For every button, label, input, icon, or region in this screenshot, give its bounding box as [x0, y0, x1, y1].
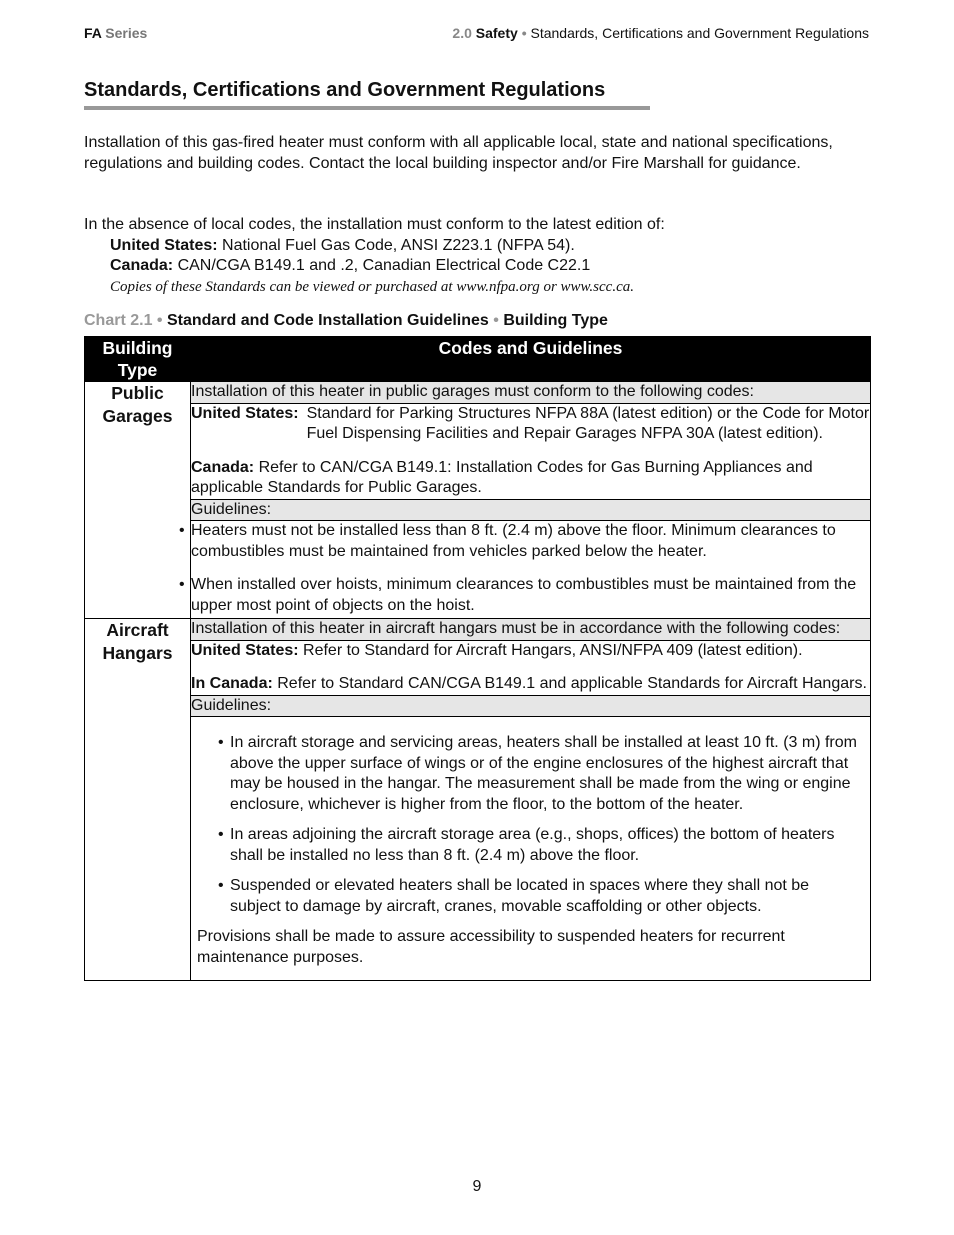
absence-ca-text: CAN/CGA B149.1 and .2, Canadian Electrical Code C22.1 — [173, 257, 591, 274]
chart-bullet-1: • — [156, 312, 163, 329]
section-name: Safety — [475, 25, 518, 41]
series-word: Series — [105, 25, 148, 41]
chart-bullet-2: • — [493, 312, 499, 329]
list-item: • When installed over hoists, minimum clearances to combustibles must be maintained from the upper most point of objects on the hoist. — [179, 576, 857, 614]
garages-canada — [191, 458, 870, 499]
hangars-bullet-1: In aircraft storage and servicing areas, heaters shall be installed at least 10 ft. (3 m) from above the upper surface of wings or of the engine enclosures of the highest aircraft that may be housed in the hangar. The measurement shall be made from the wing or engine enclosure, whichever is higher from the floor, to the bottom of the heater. — [230, 734, 857, 813]
chart-caption — [84, 312, 608, 330]
list-item: • In areas adjoining the aircraft storage area (e.g., shops, offices) the bottom of heaters shall be installed no less than 8 ft. (2.4 m) above the floor. — [218, 826, 835, 864]
list-item: • In aircraft storage and servicing areas, heaters shall be installed at least 10 ft. (3 m) from above the upper surface of wings or of the engine enclosures of the highest aircraft that may be housed in the hangar. The measurement shall be made from the wing or engine enclosure, whichever is higher from the floor, to the bottom of the heater. — [218, 734, 857, 813]
absence-us-label: United States: — [110, 236, 218, 254]
hangars-bullet-2: In areas adjoining the aircraft storage area (e.g., shops, offices) the bottom of heaters shall be installed no less than 8 ft. (2.4 m) above the floor. — [230, 826, 835, 864]
hangars-ca-label: In Canada: — [191, 675, 273, 692]
absence-ca-label: Canada: — [110, 257, 174, 274]
hangars-intro: Installation of this heater in aircraft hangars must be in accordance with the following codes: — [191, 619, 871, 641]
guidelines-table — [84, 336, 871, 981]
absence-canada — [84, 256, 874, 277]
page-number: 9 — [472, 1178, 482, 1195]
hangars-us-text: Refer to Standard for Aircraft Hangars, ANSI/NFPA 409 (latest edition). — [298, 641, 803, 659]
hangars-us-label: United States: — [191, 641, 299, 659]
page-title: Standards, Certifications and Government Regulations — [84, 79, 650, 110]
header-bullet: • — [521, 25, 527, 41]
garages-us-label: United States: — [191, 404, 299, 422]
absence-lead: In the absence of local codes, the installation must conform to the latest edition of: — [84, 216, 665, 233]
running-header-section — [452, 25, 869, 41]
hangars-bullet-3: Suspended or elevated heaters shall be located in spaces where they shall not be subject to damage by aircraft, cranes, movable scaffolding or other objects. — [230, 877, 810, 915]
copies-note: Copies of these Standards can be viewed or purchased at www.nfpa.org or www.scc.ca. — [110, 278, 634, 295]
chart-number: Chart 2.1 — [84, 312, 153, 329]
intro-paragraph: Installation of this gas-fired heater must conform with all applicable local, state and national specifications, regulations and building codes. Contact the local building inspector and/or Fire Marshall for guidance. — [84, 134, 833, 172]
garages-ca-label: Canada: — [191, 458, 255, 476]
absence-us-text: National Fuel Gas Code, ANSI Z223.1 (NFPA 54). — [217, 236, 575, 254]
hangars-guidelines — [191, 717, 871, 981]
section-topic: Standards, Certifications and Government Regulations — [530, 25, 869, 41]
garages-us — [191, 404, 870, 445]
running-header-series — [84, 25, 147, 41]
garages-codes — [191, 403, 871, 499]
chart-name: Standard and Code Installation Guidelines — [166, 312, 489, 329]
hangars-canada — [191, 674, 870, 695]
garages-ca-text: Refer to CAN/CGA B149.1: Installation Codes for Gas Burning Appliances and applicable Standards for Public Garages. — [191, 458, 813, 496]
garages-intro: Installation of this heater in public garages must conform to the following codes: — [191, 382, 871, 404]
col-header-building-type: Building Type — [85, 337, 191, 382]
hangars-codes — [191, 640, 871, 695]
list-item: • Suspended or elevated heaters shall be located in spaces where they shall not be subject to damage by aircraft, cranes, movable scaffolding or other objects. — [218, 877, 810, 915]
absence-section — [84, 215, 874, 297]
hangars-guidelines-label: Guidelines: — [191, 695, 871, 717]
series-brand: FA — [84, 25, 102, 41]
list-item: • Heaters must not be installed less than 8 ft. (2.4 m) above the floor. Minimum clearances to combustibles must be maintained from vehicles parked below the heater. — [179, 522, 836, 560]
chart-subtitle: Building Type — [503, 312, 608, 329]
hangars-us — [191, 641, 870, 662]
garages-bullet-1: Heaters must not be installed less than 8 ft. (2.4 m) above the floor. Minimum clearances to combustibles must be maintained from vehicles parked below the heater. — [191, 522, 836, 560]
garages-bullet-2: When installed over hoists, minimum clearances to combustibles must be maintained from the upper most point of objects on the hoist. — [191, 576, 857, 614]
section-number: 2.0 — [452, 25, 472, 41]
col-header-codes: Codes and Guidelines — [191, 337, 871, 382]
building-type-hangars: Aircraft Hangars — [85, 619, 191, 981]
building-type-garages: Public Garages — [85, 382, 191, 619]
absence-us — [84, 236, 874, 257]
garages-guidelines-label: Guidelines: — [191, 499, 871, 521]
hangars-provisions: Provisions shall be made to assure accessibility to suspended heaters for recurrent maintenance purposes. — [197, 928, 785, 966]
garages-guidelines — [179, 521, 871, 619]
hangars-ca-text: Refer to Standard CAN/CGA B149.1 and applicable Standards for Aircraft Hangars. — [272, 675, 867, 692]
garages-us-text: Standard for Parking Structures NFPA 88A (latest edition) or the Code for Motor Fuel Dispensing Facilities and Repair Garages NFPA 30A (latest edition). — [306, 404, 870, 442]
